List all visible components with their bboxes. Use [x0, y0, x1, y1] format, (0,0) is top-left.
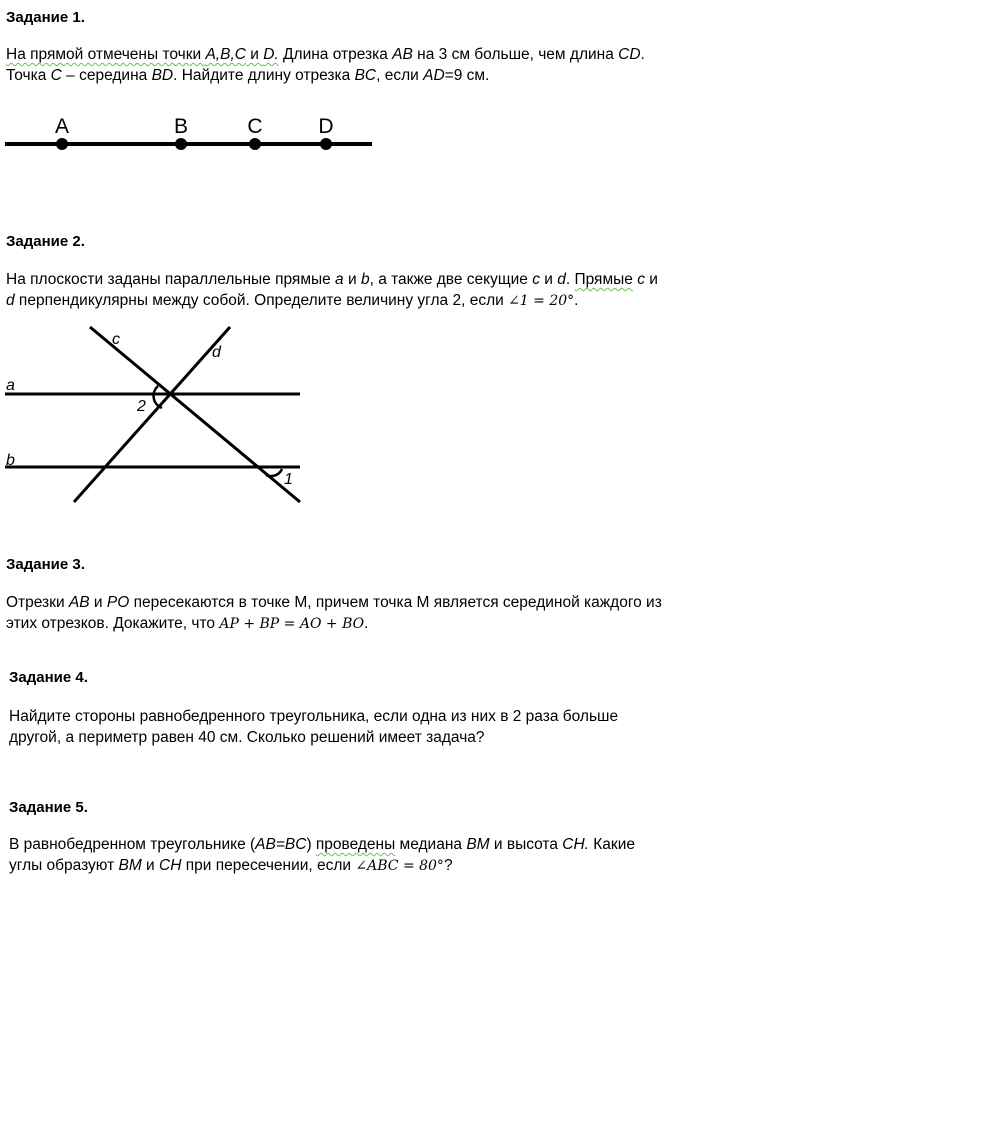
point-a-dot	[56, 138, 68, 150]
angle-1-arc	[266, 469, 282, 476]
task3-heading: Задание 3.	[6, 556, 85, 573]
point-b-dot	[175, 138, 187, 150]
task5-text	[9, 834, 635, 877]
task5-line1: В равнобедренном треугольнике (AB=BC) проведены медиана BM и высота CH. Какие	[9, 836, 635, 853]
task1-line1-part1: На прямой отмечены точки A,B,C и D.	[6, 46, 279, 63]
task2-line2: d перпендикулярны между собой. Определите величину угла 2, если ∠1 = 20°.	[6, 292, 579, 309]
label-angle-1: 1	[284, 471, 293, 488]
label-c: c	[112, 331, 120, 348]
label-angle-2: 2	[137, 398, 146, 415]
task2-parallel-lines-diagram	[0, 320, 305, 510]
point-d-dot	[320, 138, 332, 150]
task4-line1: Найдите стороны равнобедренного треугольника, если одна из них в 2 раза больше	[9, 708, 619, 725]
task3-text	[6, 592, 662, 635]
label-d: d	[212, 344, 221, 361]
point-c-label: C	[247, 115, 263, 138]
task2-heading: Задание 2.	[6, 233, 85, 250]
task2-squiggle-word: Прямые	[574, 271, 633, 288]
task2-line1: На плоскости заданы параллельные прямые a и b, а также две секущие c и d. Прямые c и	[6, 271, 658, 288]
task4-line2: другой, а периметр равен 40 см. Сколько решений имеет задача?	[9, 729, 485, 746]
task1-line1: На прямой отмечены точки A,B,C и D. Длина отрезка AB на 3 см больше, чем длина CD.	[6, 46, 645, 63]
task4-heading: Задание 4.	[9, 669, 88, 686]
task1-heading: Задание 1.	[6, 9, 85, 26]
task2-text	[6, 269, 658, 312]
line-d	[74, 327, 230, 502]
label-b: b	[6, 452, 15, 469]
task2-angle-formula: ∠1 = 20°	[508, 293, 575, 309]
task1-text	[6, 44, 645, 86]
task5-line2: углы образуют BM и CH при пересечении, если ∠ABC = 80°?	[9, 857, 453, 874]
label-a: a	[6, 377, 15, 394]
point-c-dot	[249, 138, 261, 150]
task5-heading: Задание 5.	[9, 799, 88, 816]
task3-line2: этих отрезков. Докажите, что AP + BP = AO + BO.	[6, 615, 369, 632]
task5-squiggle-word: проведены	[315, 836, 396, 853]
point-d-label: D	[318, 115, 334, 138]
point-a-label: A	[54, 115, 70, 138]
task1-line2: Точка C – середина BD. Найдите длину отрезка BC, если AD=9 см.	[6, 67, 490, 84]
task3-formula: AP + BP = AO + BO	[219, 616, 365, 632]
point-b-label: B	[173, 115, 189, 138]
task5-angle-formula: ∠ABC = 80°	[355, 858, 444, 874]
task3-line1: Отрезки AB и PO пересекаются в точке М, причем точка М является серединой каждого из	[6, 594, 662, 611]
task1-line-diagram	[0, 110, 380, 160]
task4-text	[9, 706, 618, 748]
